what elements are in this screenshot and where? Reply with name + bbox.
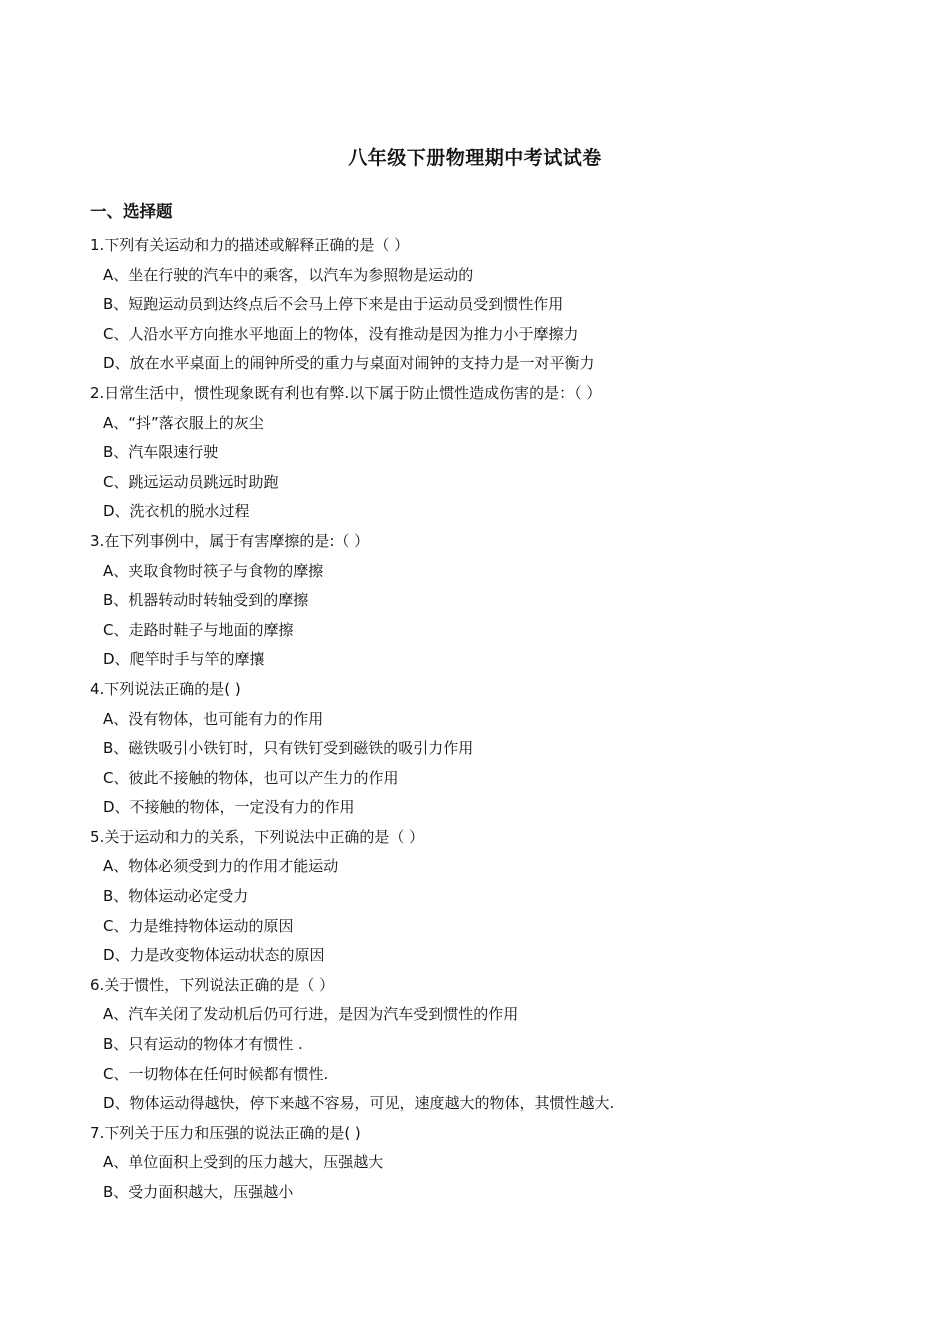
option-a: A、坐在行驶的汽车中的乘客，以汽车为参照物是运动的 bbox=[103, 265, 474, 284]
option-d: D、放在水平桌面上的闹钟所受的重力与桌面对闹钟的支持力是一对平衡力 bbox=[103, 354, 595, 373]
question-list bbox=[90, 234, 890, 1211]
option-b: B、磁铁吸引小铁钉时，只有铁钉受到磁铁的吸引力作用 bbox=[103, 739, 474, 758]
option-c: C、一切物体在任何时候都有惯性. bbox=[103, 1064, 329, 1083]
option-d: D、不接触的物体，一定没有力的作用 bbox=[103, 798, 355, 817]
question-stem: 3.在下列事例中，属于有害摩擦的是:（ ） bbox=[90, 531, 370, 550]
option-d: D、力是改变物体运动状态的原因 bbox=[103, 946, 325, 965]
option-b: B、短跑运动员到达终点后不会马上停下来是由于运动员受到惯性作用 bbox=[103, 295, 564, 314]
section-heading: 一、选择题 bbox=[90, 202, 173, 221]
option-b: B、只有运动的物体才有惯性 . bbox=[103, 1035, 303, 1054]
option-d: D、爬竿时手与竿的摩攘 bbox=[103, 650, 265, 669]
option-c: C、人沿水平方向推水平地面上的物体，没有推动是因为推力小于摩擦力 bbox=[103, 324, 579, 343]
option-a: A、夹取食物时筷子与食物的摩擦 bbox=[103, 561, 324, 580]
option-a: A、没有物体，也可能有力的作用 bbox=[103, 709, 324, 728]
option-b: B、受力面积越大，压强越小 bbox=[103, 1183, 294, 1201]
option-c: C、力是维持物体运动的原因 bbox=[103, 916, 294, 935]
option-b: B、机器转动时转轴受到的摩擦 bbox=[103, 591, 309, 610]
option-a: A、汽车关闭了发动机后仍可行进，是因为汽车受到惯性的作用 bbox=[103, 1005, 519, 1024]
question-stem: 5.关于运动和力的关系，下列说法中正确的是（ ） bbox=[90, 827, 425, 846]
question-stem: 2.日常生活中，惯性现象既有利也有弊.以下属于防止惯性造成伤害的是：（ ） bbox=[90, 383, 602, 402]
option-a: A、物体必须受到力的作用才能运动 bbox=[103, 857, 339, 876]
question-stem: 4.下列说法正确的是( ) bbox=[90, 679, 241, 698]
option-d: D、洗衣机的脱水过程 bbox=[103, 502, 250, 521]
page-title: 八年级下册物理期中考试试卷 bbox=[348, 147, 602, 169]
option-b: B、物体运动必定受力 bbox=[103, 887, 249, 906]
option-a: A、“抖”落衣服上的灰尘 bbox=[103, 413, 264, 432]
option-c: C、彼此不接触的物体，也可以产生力的作用 bbox=[103, 768, 399, 787]
option-d: D、物体运动得越快，停下来越不容易，可见，速度越大的物体，其惯性越大. bbox=[103, 1094, 615, 1113]
question-stem: 1.下列有关运动和力的描述或解释正确的是（ ） bbox=[90, 236, 410, 254]
question-stem: 7.下列关于压力和压强的说法正确的是( ) bbox=[90, 1123, 361, 1142]
option-b: B、汽车限速行驶 bbox=[103, 443, 219, 462]
option-a: A、单位面积上受到的压力越大，压强越大 bbox=[103, 1153, 384, 1172]
question-stem: 6.关于惯性，下列说法正确的是（ ） bbox=[90, 975, 335, 994]
option-c: C、走路时鞋子与地面的摩擦 bbox=[103, 620, 294, 639]
option-c: C、跳远运动员跳远时助跑 bbox=[103, 472, 279, 491]
